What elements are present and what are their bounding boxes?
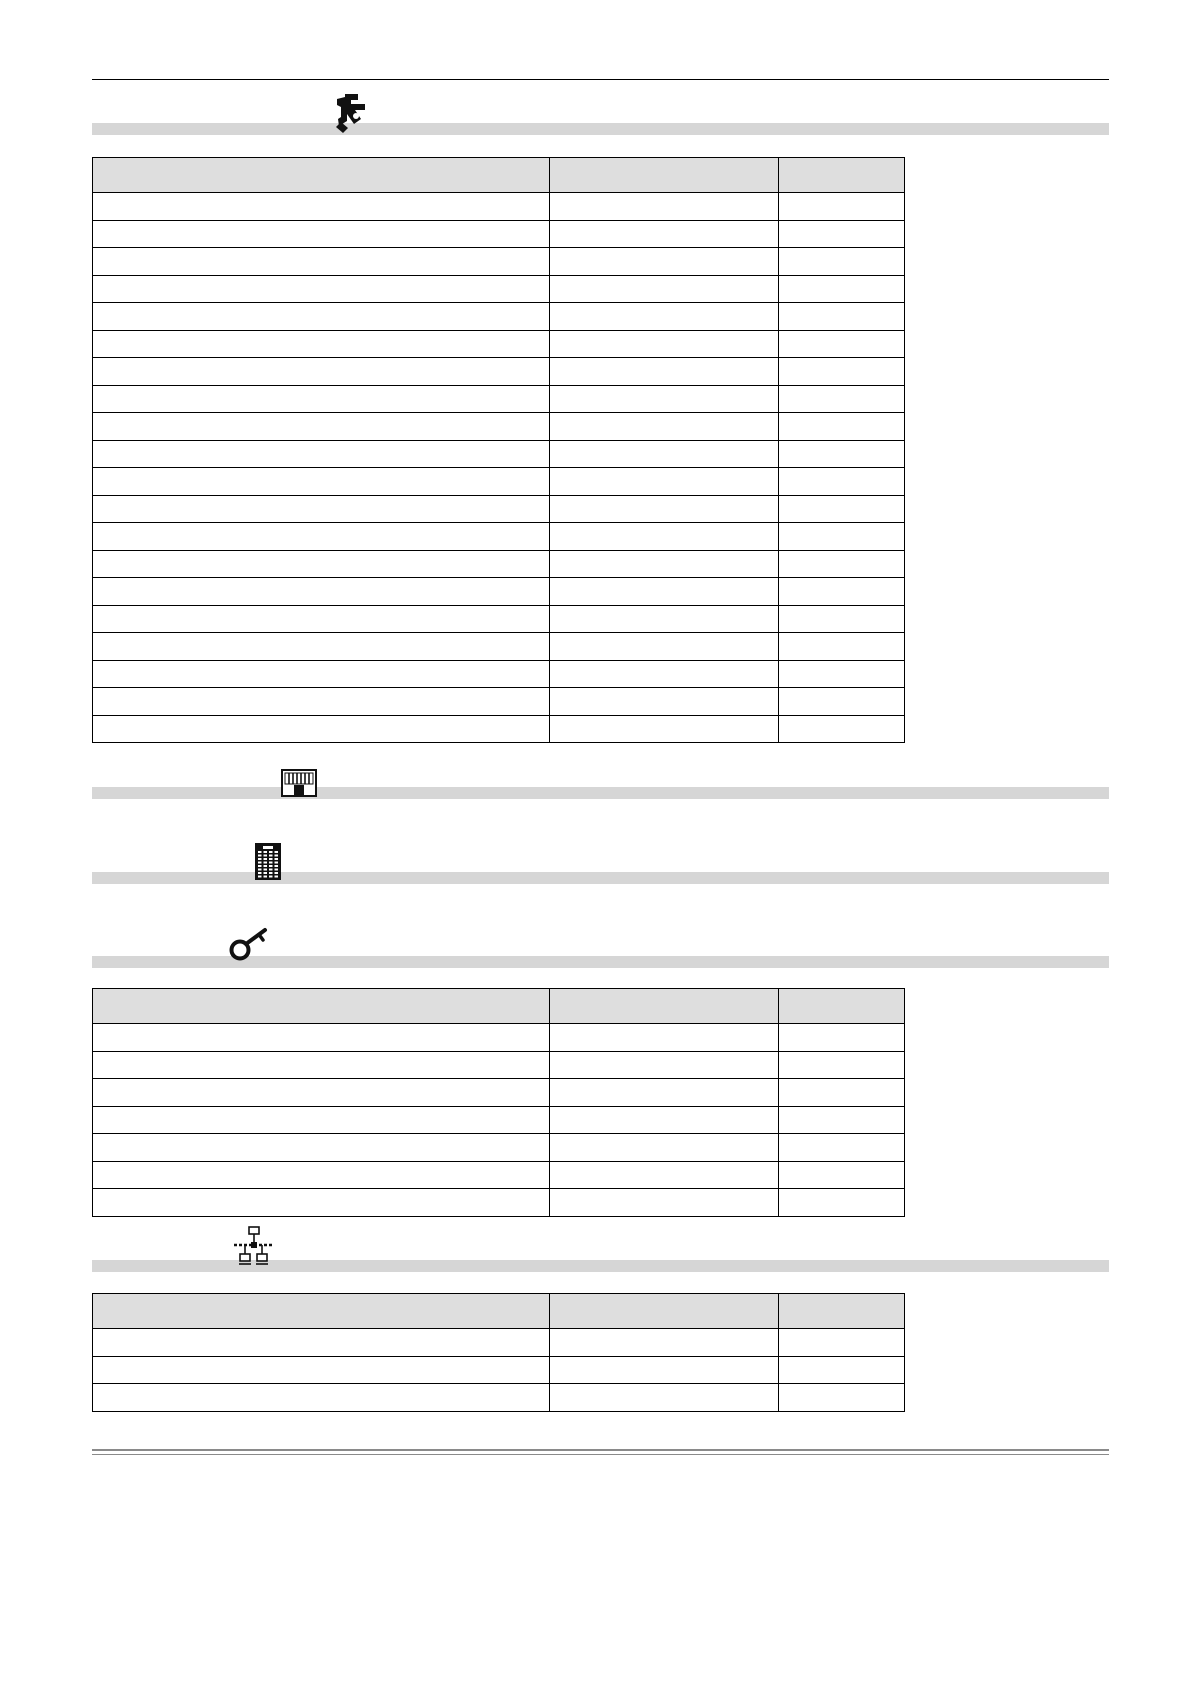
table-row xyxy=(93,550,905,578)
section-band-settings xyxy=(92,123,1109,135)
table-row xyxy=(93,1161,905,1189)
table-row xyxy=(93,1384,905,1412)
projector-panel-icon xyxy=(281,769,317,797)
table-row xyxy=(93,633,905,661)
table-cell xyxy=(779,1134,905,1162)
table-row xyxy=(93,605,905,633)
table-cell xyxy=(550,1079,779,1107)
table-row xyxy=(93,468,905,496)
table-cell xyxy=(550,440,779,468)
table-cell xyxy=(779,385,905,413)
table-cell xyxy=(779,578,905,606)
table-cell xyxy=(550,633,779,661)
top-rule xyxy=(92,79,1109,80)
table-cell xyxy=(93,578,550,606)
table-cell xyxy=(550,1329,779,1357)
table-cell xyxy=(779,248,905,276)
table-cell xyxy=(779,413,905,441)
table-cell xyxy=(93,660,550,688)
table-cell xyxy=(550,303,779,331)
table-cell xyxy=(779,523,905,551)
table-cell xyxy=(779,660,905,688)
table-row xyxy=(93,1079,905,1107)
table-cell xyxy=(779,1024,905,1052)
table-row xyxy=(93,413,905,441)
table-cell xyxy=(550,523,779,551)
table-cell xyxy=(93,605,550,633)
table-row xyxy=(93,358,905,386)
table-cell xyxy=(93,1106,550,1134)
table-row xyxy=(93,688,905,716)
table-cell xyxy=(550,715,779,743)
security-table xyxy=(92,988,905,1217)
table-row xyxy=(93,1189,905,1217)
table-cell xyxy=(550,468,779,496)
table-cell xyxy=(93,1161,550,1189)
table-cell xyxy=(93,1134,550,1162)
table-cell xyxy=(779,468,905,496)
table-header-row xyxy=(93,158,905,193)
table-cell xyxy=(779,495,905,523)
network-icon xyxy=(232,1226,276,1268)
table-cell xyxy=(779,1079,905,1107)
table-cell xyxy=(550,688,779,716)
table-cell xyxy=(550,275,779,303)
table-cell xyxy=(550,660,779,688)
table-row xyxy=(93,1024,905,1052)
table-row xyxy=(93,275,905,303)
column-header xyxy=(550,989,779,1024)
table-cell xyxy=(779,440,905,468)
table-cell xyxy=(779,303,905,331)
building-icon xyxy=(255,843,281,880)
table-cell xyxy=(93,275,550,303)
table-cell xyxy=(779,633,905,661)
table-cell xyxy=(550,413,779,441)
table-cell xyxy=(779,688,905,716)
table-row xyxy=(93,523,905,551)
table-cell xyxy=(550,1024,779,1052)
table-cell xyxy=(93,715,550,743)
table-cell xyxy=(779,358,905,386)
table-cell xyxy=(93,633,550,661)
table-cell xyxy=(779,1329,905,1357)
table-cell xyxy=(93,440,550,468)
table-cell xyxy=(93,1384,550,1412)
bottom-rule xyxy=(92,1449,1109,1455)
table-row xyxy=(93,193,905,221)
table-cell xyxy=(779,1356,905,1384)
table-cell xyxy=(93,1051,550,1079)
column-header xyxy=(93,1294,550,1329)
table-cell xyxy=(93,193,550,221)
table-row xyxy=(93,495,905,523)
table-row xyxy=(93,1329,905,1357)
column-header xyxy=(779,989,905,1024)
table-row xyxy=(93,248,905,276)
table-cell xyxy=(93,523,550,551)
column-header xyxy=(779,158,905,193)
table-cell xyxy=(93,468,550,496)
table-cell xyxy=(550,248,779,276)
table-row xyxy=(93,1134,905,1162)
column-header xyxy=(550,1294,779,1329)
table-cell xyxy=(93,220,550,248)
table-cell xyxy=(550,1356,779,1384)
table-cell xyxy=(550,385,779,413)
table-row xyxy=(93,440,905,468)
network-table xyxy=(92,1293,905,1412)
table-cell xyxy=(550,1161,779,1189)
table-row xyxy=(93,385,905,413)
table-cell xyxy=(93,358,550,386)
column-header xyxy=(93,158,550,193)
table-cell xyxy=(550,1134,779,1162)
table-cell xyxy=(93,303,550,331)
table-row xyxy=(93,715,905,743)
table-row xyxy=(93,330,905,358)
table-row xyxy=(93,1051,905,1079)
table-cell xyxy=(550,550,779,578)
table-header-row xyxy=(93,989,905,1024)
table-cell xyxy=(93,1356,550,1384)
table-cell xyxy=(550,330,779,358)
section-band-projector xyxy=(92,787,1109,799)
table-cell xyxy=(550,578,779,606)
column-header xyxy=(550,158,779,193)
table-cell xyxy=(93,1189,550,1217)
settings-table xyxy=(92,157,905,743)
table-cell xyxy=(93,330,550,358)
table-cell xyxy=(550,358,779,386)
table-row xyxy=(93,578,905,606)
section-band-building xyxy=(92,872,1109,884)
table-cell xyxy=(93,248,550,276)
table-row xyxy=(93,1356,905,1384)
table-cell xyxy=(550,495,779,523)
table-cell xyxy=(93,1079,550,1107)
table-row xyxy=(93,1106,905,1134)
wrench-gear-icon xyxy=(334,92,368,134)
table-cell xyxy=(550,1106,779,1134)
table-cell xyxy=(779,715,905,743)
table-cell xyxy=(93,688,550,716)
table-cell xyxy=(93,413,550,441)
key-icon xyxy=(229,926,271,962)
table-row xyxy=(93,660,905,688)
table-cell xyxy=(93,1329,550,1357)
table-cell xyxy=(93,550,550,578)
table-cell xyxy=(779,1384,905,1412)
table-cell xyxy=(93,495,550,523)
table-cell xyxy=(779,193,905,221)
table-cell xyxy=(93,385,550,413)
table-cell xyxy=(779,275,905,303)
table-row xyxy=(93,220,905,248)
table-row xyxy=(93,303,905,331)
column-header xyxy=(93,989,550,1024)
column-header xyxy=(779,1294,905,1329)
table-cell xyxy=(779,330,905,358)
table-cell xyxy=(550,1189,779,1217)
table-cell xyxy=(779,550,905,578)
table-cell xyxy=(779,220,905,248)
table-cell xyxy=(550,1384,779,1412)
table-cell xyxy=(779,1189,905,1217)
table-cell xyxy=(550,193,779,221)
table-cell xyxy=(93,1024,550,1052)
table-cell xyxy=(550,220,779,248)
table-cell xyxy=(779,1106,905,1134)
table-cell xyxy=(779,1161,905,1189)
table-header-row xyxy=(93,1294,905,1329)
table-cell xyxy=(779,605,905,633)
table-cell xyxy=(550,605,779,633)
table-cell xyxy=(779,1051,905,1079)
table-cell xyxy=(550,1051,779,1079)
